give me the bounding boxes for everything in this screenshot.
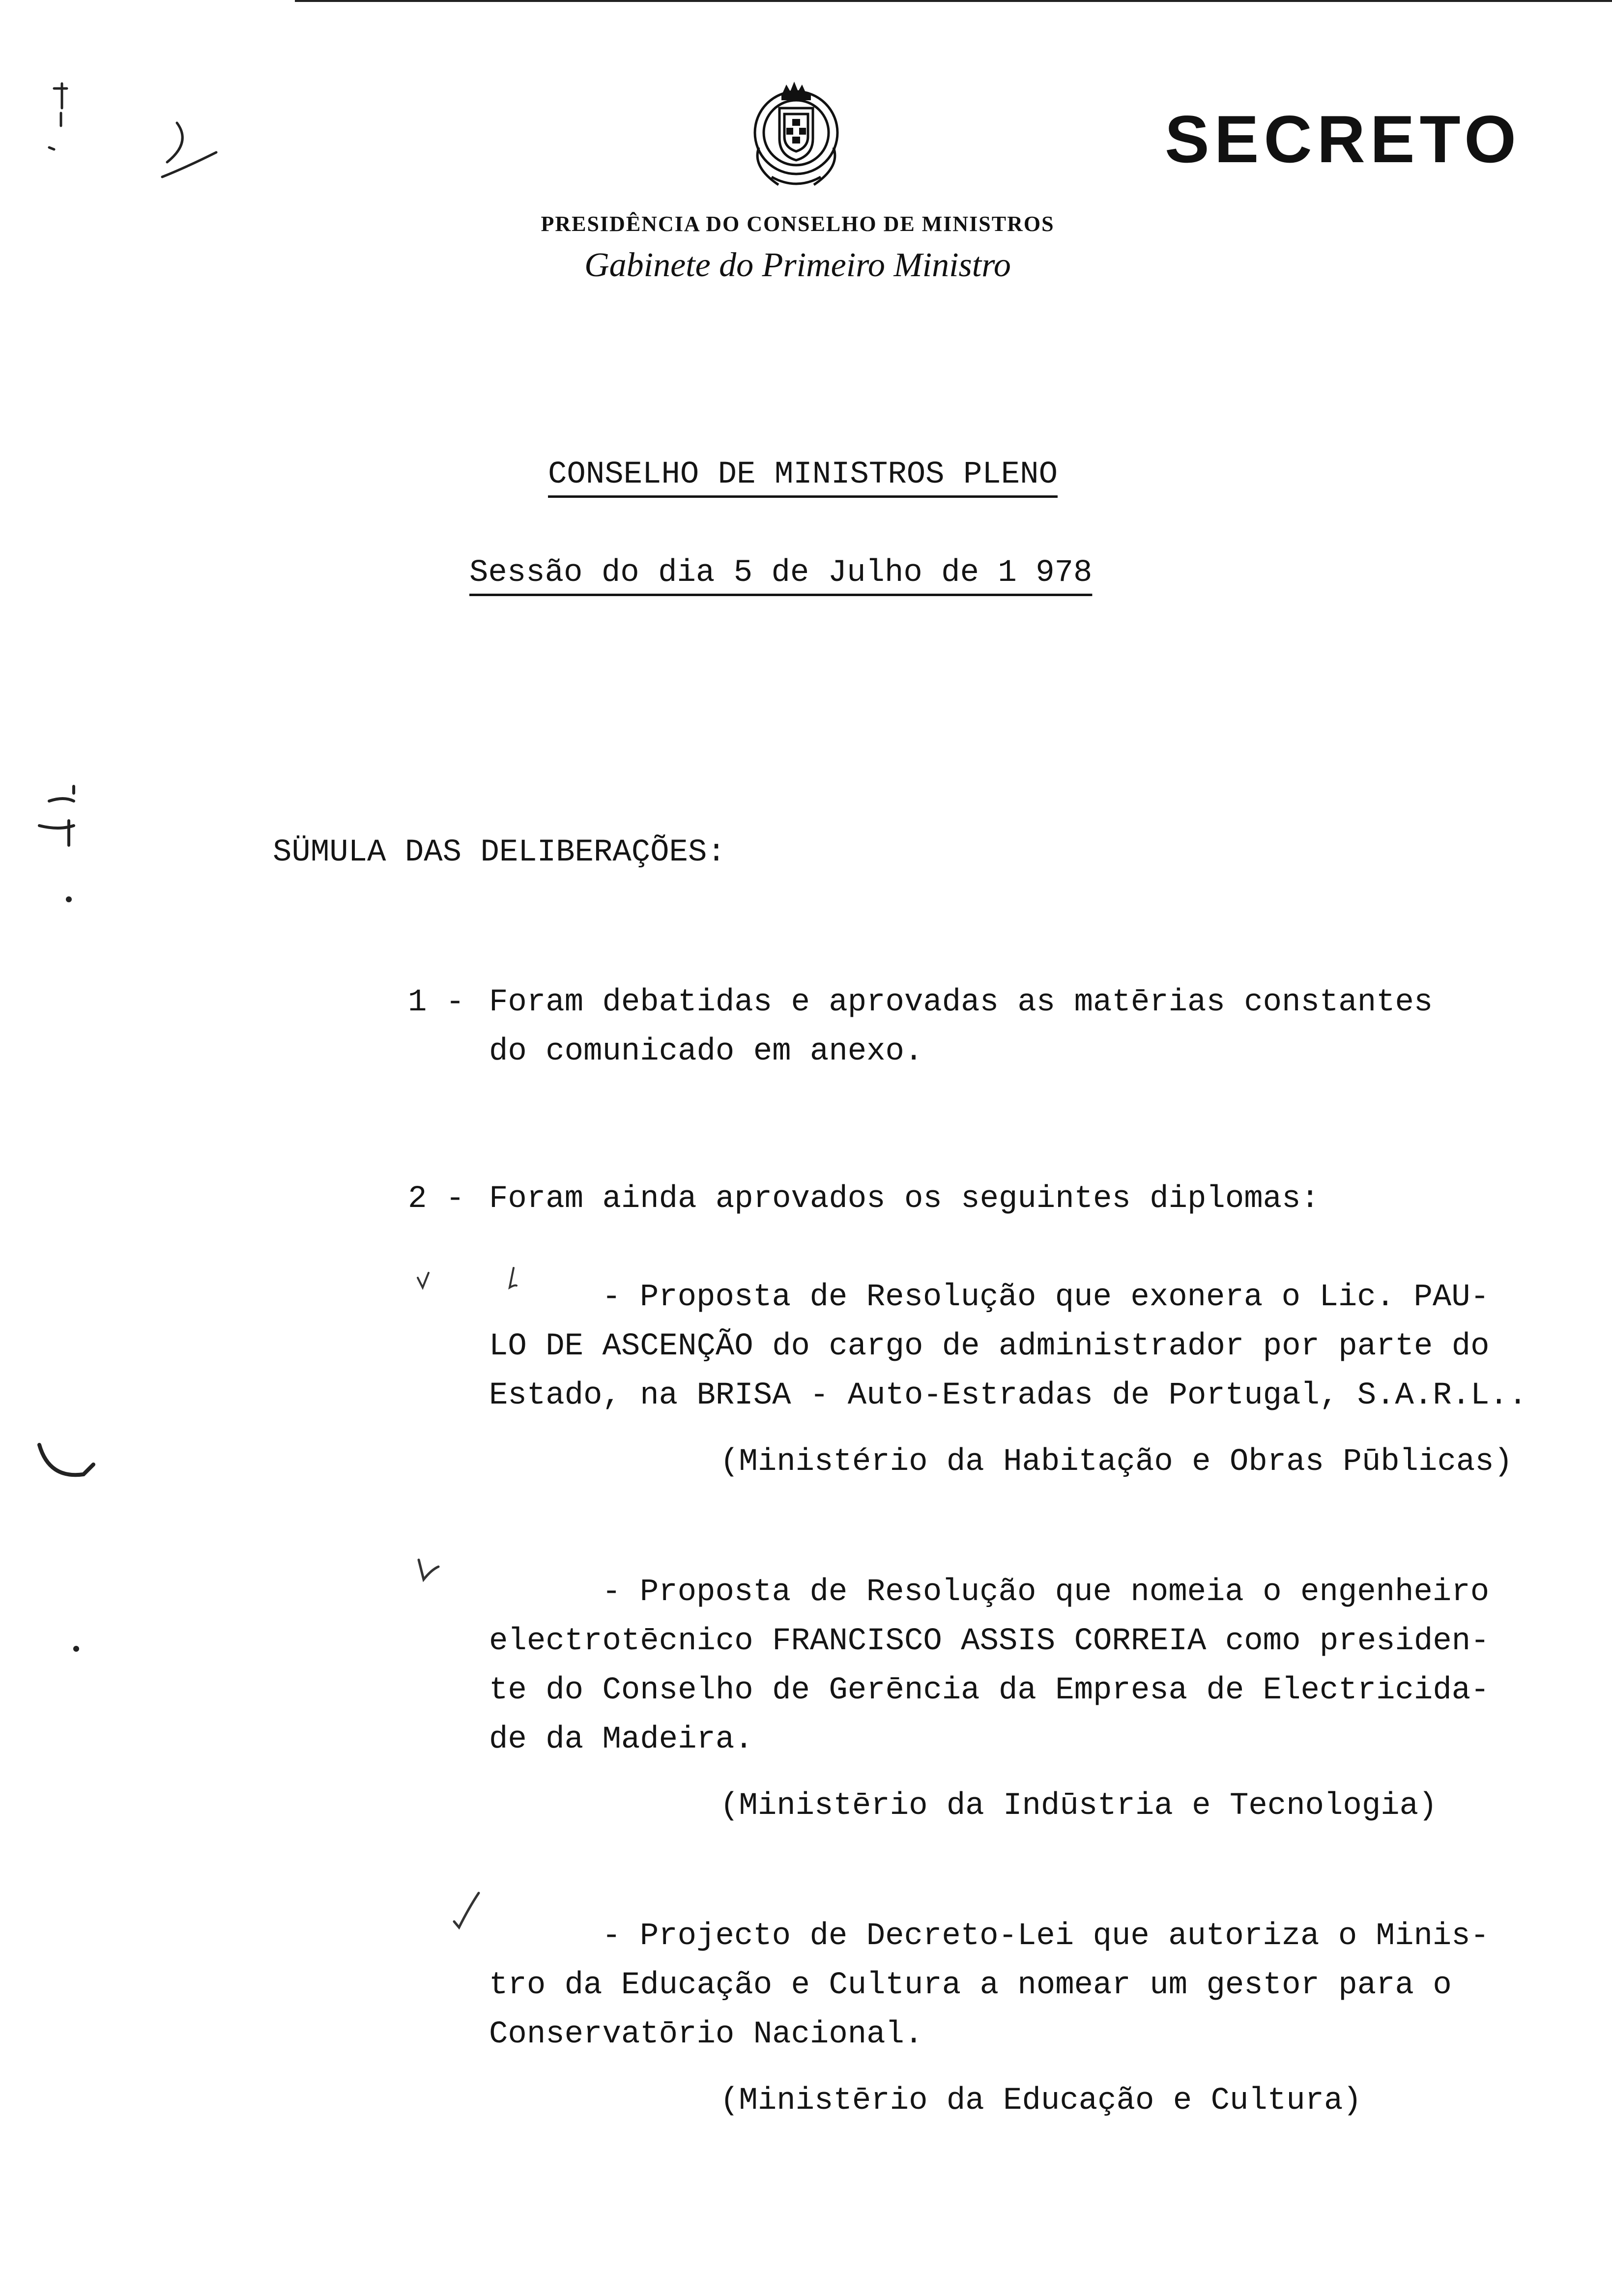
- diploma-3-line-1: - Projecto de Decreto-Lei que autoriza o Minis-: [602, 1919, 1490, 1954]
- item-2-number: 2 -: [408, 1181, 465, 1217]
- diploma-1-ministry: (Ministério da Habitação e Obras Pūblicas): [720, 1444, 1513, 1480]
- item-2-text: Foram ainda aprovados os seguintes diplomas:: [489, 1181, 1320, 1217]
- office-name: Gabinete do Primeiro Ministro: [584, 246, 1011, 284]
- diploma-2-line-1: - Proposta de Resolução que nomeia o engenheiro: [602, 1575, 1490, 1610]
- classification-stamp: SECRETO: [1165, 102, 1521, 176]
- handwritten-mark-icon: [29, 1435, 108, 1494]
- handwritten-mark-icon: [69, 1641, 84, 1656]
- item-1-number: 1 -: [408, 985, 465, 1020]
- handwritten-mark-icon: [29, 781, 108, 909]
- summary-heading: SÜMULA DAS DELIBERAÇÕES:: [273, 835, 726, 870]
- diploma-2-line-3: te do Conselho de Gerēncia da Empresa de Electricida-: [489, 1673, 1490, 1708]
- diploma-2-ministry: (Ministērio da Indūstria e Tecnologia): [720, 1788, 1438, 1824]
- diploma-3-line-2: tro da Educação e Cultura a nomear um gestor para o: [489, 1968, 1452, 2003]
- top-border-rule: [295, 0, 1612, 2]
- check-icon: [447, 1887, 487, 1936]
- diploma-2-line-2: electrotēcnico FRANCISCO ASSIS CORREIA como presiden-: [489, 1624, 1490, 1659]
- check-icon: [413, 1258, 531, 1317]
- item-1-line-2: do comunicado em anexo.: [489, 1034, 923, 1069]
- diploma-1-line-3: Estado, na BRISA - Auto-Estradas de Portugal, S.A.R.L..: [489, 1378, 1527, 1413]
- check-icon: [413, 1553, 452, 1592]
- diploma-3-ministry: (Ministērio da Educação e Cultura): [720, 2083, 1362, 2119]
- institution-name: PRESIDÊNCIA DO CONSELHO DE MINISTROS: [541, 212, 1055, 236]
- diploma-3-line-3: Conservatōrio Nacional.: [489, 2017, 923, 2052]
- document-title: CONSELHO DE MINISTROS PLENO: [548, 457, 1058, 492]
- diploma-1-line-1: - Proposta de Resolução que exonera o Lic. PAU-: [602, 1280, 1490, 1315]
- handwritten-mark-icon: [25, 74, 280, 221]
- coat-of-arms-icon: [737, 74, 855, 192]
- diploma-2-line-4: de da Madeira.: [489, 1722, 753, 1757]
- session-date: Sessão do dia 5 de Julho de 1 978: [469, 555, 1093, 591]
- diploma-1-line-2: LO DE ASCENÇÃO do cargo de administrador por parte do: [489, 1329, 1490, 1364]
- item-1-line-1: Foram debatidas e aprovadas as matērias constantes: [489, 985, 1433, 1020]
